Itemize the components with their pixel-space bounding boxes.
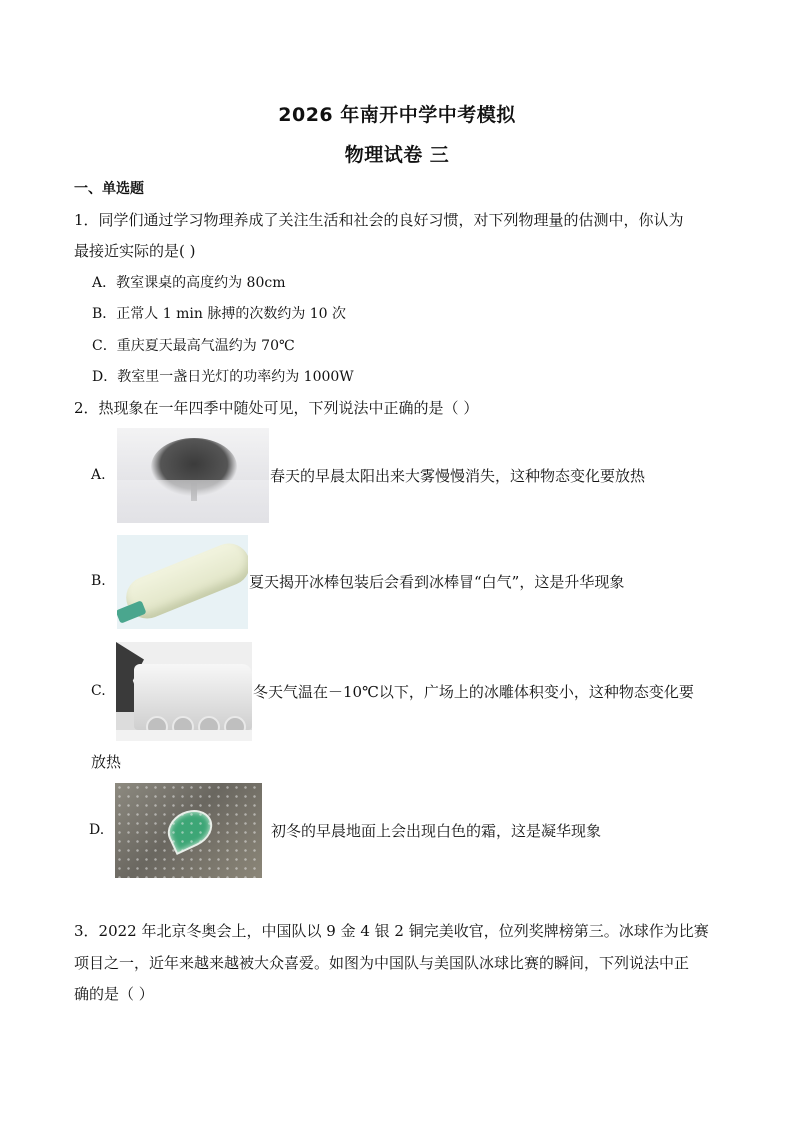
q2-option-c-text: 冬天气温在－10℃以下，广场上的冰雕体积变小，这种物态变化要: [253, 683, 694, 701]
q2-option-b-text: 夏天揭开冰棒包装后会看到冰棒冒“白气”，这是升华现象: [249, 573, 625, 591]
q2-option-c-label: C.: [91, 683, 106, 699]
page-subtitle: 物理试卷 三: [344, 144, 450, 166]
q1-option-a: A．教室课桌的高度约为 80cm: [92, 275, 286, 291]
q2-stem: 2．热现象在一年四季中随处可见，下列说法中正确的是（ ）: [74, 399, 479, 417]
section-heading: 一、单选题: [74, 181, 144, 197]
q1-stem-line2: 最接近实际的是( ): [74, 242, 196, 260]
q2-option-d-text: 初冬的早晨地面上会出现白色的霜，这是凝华现象: [271, 822, 602, 840]
q2-option-d-label: D.: [89, 822, 105, 838]
page-title: 2026 年南开中学中考模拟: [278, 104, 516, 126]
q3-stem-line1: 3．2022 年北京冬奥会上，中国队以 9 金 4 银 2 铜完美收官，位列奖牌榜第三。冰球作为比赛: [74, 922, 709, 940]
q2-option-a-text: 春天的早晨太阳出来大雾慢慢消失，这种物态变化要放热: [270, 467, 646, 485]
q1-stem-line1: 1．同学们通过学习物理养成了关注生活和社会的良好习惯，对下列物理量的估测中，你认为: [74, 211, 684, 229]
q1-option-d: D．教室里一盏日光灯的功率约为 1000W: [92, 369, 354, 385]
q1-option-b: B．正常人 1 min 脉搏的次数约为 10 次: [92, 306, 347, 322]
ice-sculpture-image: [116, 642, 252, 741]
misty-tree-image: [117, 428, 269, 523]
frost-leaf-image: [115, 783, 262, 878]
ice-pop-image: [117, 535, 248, 629]
q3-stem-line3: 确的是（ ）: [74, 985, 154, 1003]
q2-option-c-continuation: 放热: [91, 753, 122, 771]
q2-option-a-label: A.: [91, 467, 106, 483]
q2-option-b-label: B.: [91, 573, 106, 589]
q1-option-c: C．重庆夏天最高气温约为 70℃: [92, 338, 295, 354]
q3-stem-line2: 项目之一，近年来越来越被大众喜爱。如图为中国队与美国队冰球比赛的瞬间，下列说法中正: [74, 954, 690, 972]
